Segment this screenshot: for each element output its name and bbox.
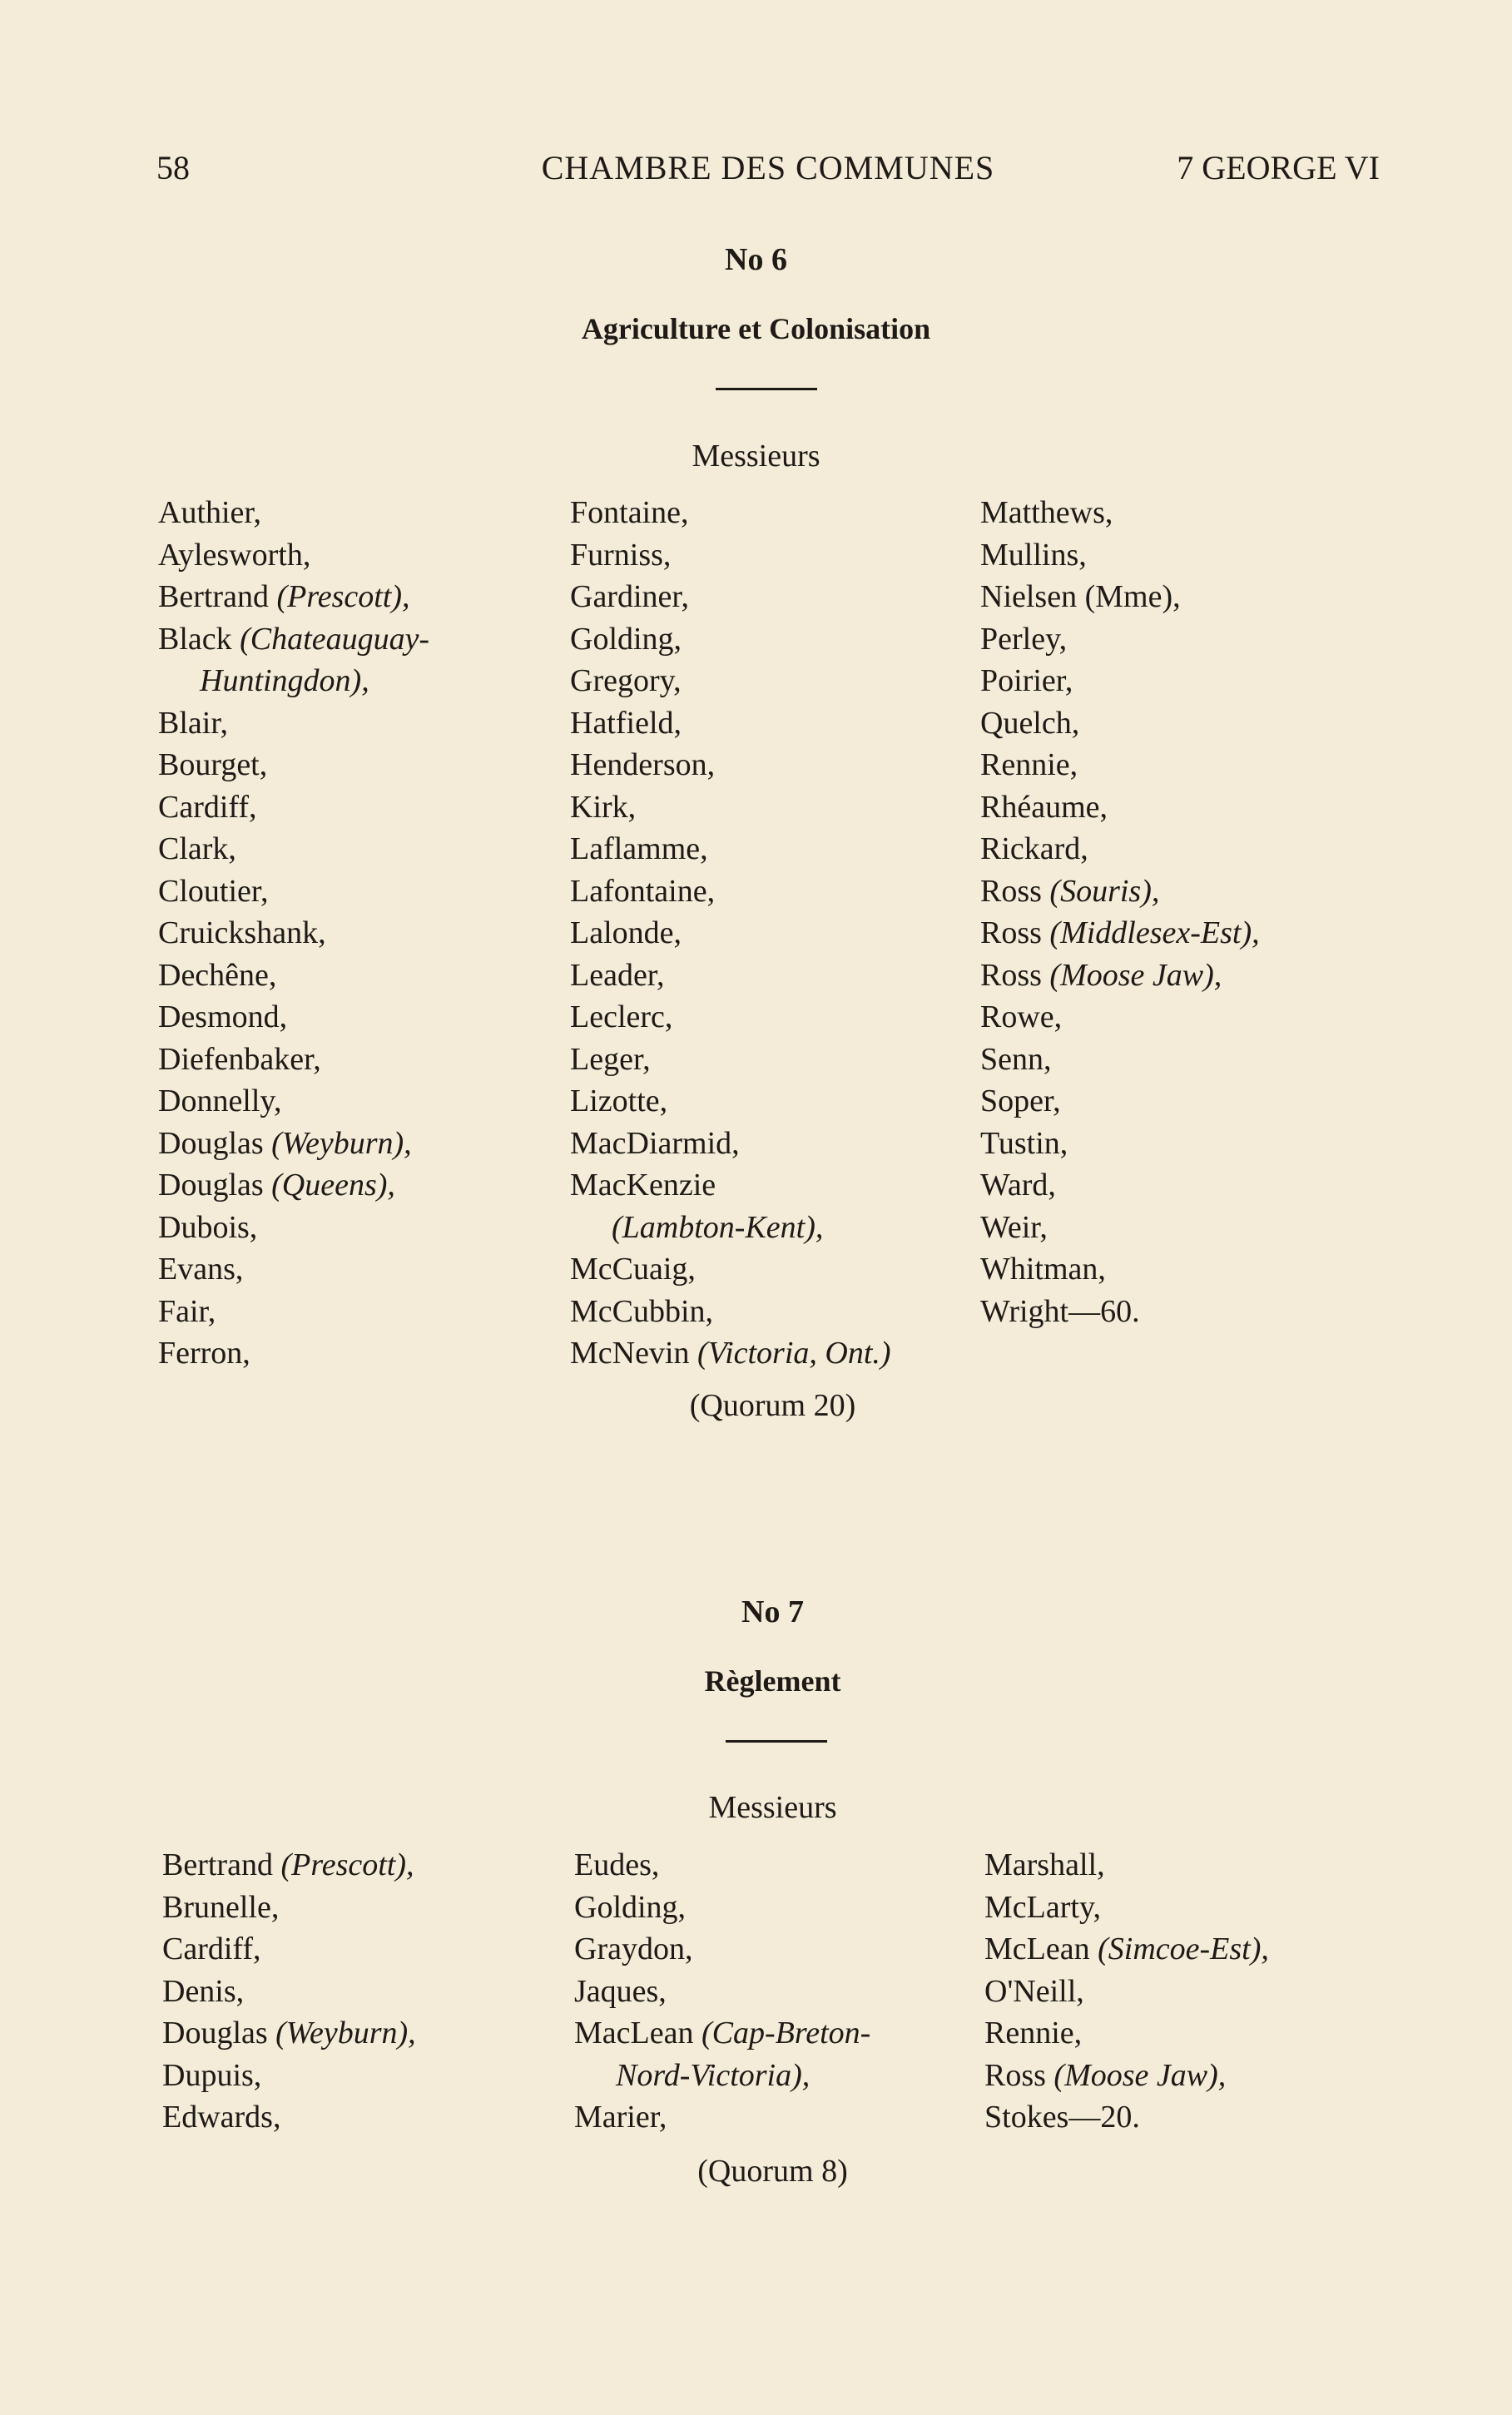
member-name	[980, 912, 1260, 955]
member-name	[158, 702, 429, 745]
page-number: 58	[156, 149, 190, 186]
member-name	[570, 618, 891, 661]
member-name	[570, 1291, 891, 1333]
member-name	[158, 1207, 429, 1249]
member-surname: MacDiarmid,	[570, 1125, 740, 1161]
riding-name: (Queens),	[271, 1168, 395, 1203]
riding-name: (Prescott),	[276, 579, 410, 614]
member-name	[162, 2055, 416, 2097]
member-surname: Blair,	[158, 705, 228, 741]
riding-name: (Prescott),	[280, 1847, 414, 1882]
member-surname: Stokes—20.	[984, 2100, 1140, 2135]
member-name	[984, 1971, 1269, 2013]
member-surname: Lafontaine,	[570, 873, 716, 909]
member-surname: Douglas	[162, 2016, 276, 2051]
member-name	[158, 1332, 429, 1375]
member-surname: Clark,	[158, 831, 236, 866]
member-surname: Authier,	[158, 495, 262, 530]
page-header	[156, 148, 1380, 190]
member-surname: Ward,	[980, 1168, 1056, 1203]
riding-name: (Weyburn),	[275, 2016, 416, 2051]
member-name	[980, 786, 1260, 829]
member-surname: Quelch,	[980, 705, 1080, 741]
member-name	[158, 912, 429, 955]
member-surname: Ross	[984, 2057, 1054, 2093]
member-column-3	[984, 1844, 1269, 2139]
section-number: No 7	[741, 1594, 804, 1629]
member-surname: McNevin	[570, 1336, 698, 1371]
member-name	[158, 1080, 429, 1123]
member-name	[570, 828, 891, 870]
member-surname: Lalonde,	[570, 915, 682, 950]
member-name	[158, 955, 429, 997]
member-surname: Furniss,	[570, 537, 672, 573]
member-name	[158, 576, 429, 618]
member-name	[984, 2096, 1269, 2139]
member-surname: Henderson,	[570, 747, 716, 782]
member-name	[980, 660, 1260, 702]
member-name	[984, 1928, 1269, 1971]
member-name	[570, 534, 891, 577]
member-surname: Poirier,	[980, 663, 1073, 698]
riding-continuation	[158, 660, 429, 702]
member-name	[980, 576, 1260, 618]
member-name	[162, 1887, 416, 1929]
riding-name: (Chateauguay-	[240, 621, 430, 657]
member-name	[158, 1164, 429, 1207]
member-name	[980, 534, 1260, 577]
riding-name: Nord-Victoria),	[616, 2057, 811, 2093]
riding-continuation	[574, 2055, 870, 2097]
member-name	[984, 2012, 1269, 2055]
member-surname: Golding,	[570, 621, 682, 657]
member-surname: McCubbin,	[570, 1293, 714, 1329]
member-surname: Kirk,	[570, 789, 637, 825]
member-name	[980, 828, 1260, 870]
member-name	[980, 618, 1260, 661]
member-surname: Laflamme,	[570, 831, 708, 866]
member-surname: Rennie,	[980, 747, 1078, 782]
member-surname: Marier,	[574, 2100, 667, 2135]
member-surname: Leclerc,	[570, 999, 673, 1034]
member-surname: Bertrand	[162, 1847, 281, 1882]
member-name	[980, 1039, 1260, 1081]
member-name	[980, 744, 1260, 786]
member-surname: Rickard,	[980, 831, 1088, 866]
member-surname: Desmond,	[158, 999, 288, 1034]
member-name	[570, 955, 891, 997]
member-surname: Ross	[980, 957, 1050, 993]
member-surname: Leader,	[570, 957, 665, 993]
member-name	[158, 1039, 429, 1081]
member-name	[162, 1844, 416, 1887]
member-column-2	[570, 492, 891, 1375]
member-surname: Bourget,	[158, 747, 268, 782]
member-surname: Dubois,	[158, 1209, 258, 1245]
member-surname: Graydon,	[574, 1932, 693, 1966]
member-name	[570, 996, 891, 1039]
member-surname: Douglas	[158, 1168, 272, 1203]
member-name	[158, 870, 429, 913]
member-name	[570, 786, 891, 829]
riding-name: (Simcoe-Est),	[1098, 1932, 1269, 1966]
member-name	[162, 1928, 416, 1971]
member-surname: Matthews,	[980, 495, 1113, 530]
section-divider	[716, 388, 817, 390]
riding-name: (Lambton-Kent),	[612, 1209, 824, 1245]
member-name	[570, 576, 891, 618]
member-surname: Edwards,	[162, 2100, 281, 2135]
member-surname: Whitman,	[980, 1252, 1106, 1287]
member-surname: Weir,	[980, 1209, 1048, 1245]
member-name	[158, 828, 429, 870]
member-name	[570, 1123, 891, 1165]
member-surname: McCuaig,	[570, 1252, 696, 1287]
member-surname: Dechêne,	[158, 957, 277, 993]
riding-name: (Cap-Breton-	[701, 2016, 871, 2051]
member-name	[570, 870, 891, 913]
section-divider	[726, 1740, 827, 1743]
member-name	[158, 534, 429, 577]
member-surname: Brunelle,	[162, 1889, 280, 1925]
running-title: CHAMBRE DES COMMUNES	[541, 149, 995, 186]
section-title: Agriculture et Colonisation	[581, 312, 931, 345]
member-name	[158, 744, 429, 786]
messieurs-heading: Messieurs	[692, 439, 820, 474]
member-surname: Ross	[980, 873, 1050, 909]
member-name	[574, 1844, 870, 1887]
member-name	[570, 702, 891, 745]
member-name	[570, 660, 891, 702]
member-surname: Fontaine,	[570, 495, 689, 530]
member-surname: Ross	[980, 915, 1050, 950]
member-column-3	[980, 492, 1260, 1332]
member-name	[574, 2012, 870, 2055]
member-surname: Ferron,	[158, 1336, 250, 1371]
member-name	[158, 1123, 429, 1165]
member-surname: Cardiff,	[162, 1932, 261, 1966]
member-surname: Douglas	[158, 1125, 272, 1161]
member-surname: Fair,	[158, 1293, 216, 1329]
member-name	[570, 912, 891, 955]
member-name	[574, 1928, 870, 1971]
member-name	[570, 492, 891, 534]
riding-name: (Middlesex-Est),	[1049, 915, 1260, 950]
member-surname: Denis,	[162, 1973, 245, 2009]
member-surname: McLean	[984, 1932, 1098, 1966]
section-number: No 6	[725, 242, 787, 277]
member-surname: O'Neill,	[984, 1973, 1084, 2009]
quorum-note: (Quorum 20)	[689, 1388, 856, 1423]
member-name	[980, 1080, 1260, 1123]
member-column-1	[162, 1844, 416, 2139]
member-surname: Diefenbaker,	[158, 1041, 321, 1077]
member-surname: Cardiff,	[158, 789, 257, 825]
member-name	[570, 1248, 891, 1291]
member-surname: Hatfield,	[570, 705, 682, 741]
member-surname: Cloutier,	[158, 873, 269, 909]
member-name	[162, 1971, 416, 2013]
member-surname: Black	[158, 621, 240, 657]
member-surname: Gregory,	[570, 663, 682, 698]
member-column-2	[574, 1844, 870, 2139]
member-surname: Aylesworth,	[158, 537, 311, 573]
member-surname: Lizotte,	[570, 1084, 668, 1118]
member-surname: Rennie,	[984, 2016, 1083, 2051]
member-surname: Leger,	[570, 1041, 651, 1077]
member-name	[980, 955, 1260, 997]
member-surname: McLarty,	[984, 1889, 1101, 1925]
member-surname: Tustin,	[980, 1125, 1068, 1161]
riding-name: (Weyburn),	[271, 1125, 412, 1161]
member-name	[984, 1887, 1269, 1929]
member-name	[158, 996, 429, 1039]
messieurs-heading: Messieurs	[708, 1790, 837, 1825]
member-name	[980, 870, 1260, 913]
riding-name: (Moose Jaw),	[1053, 2057, 1227, 2093]
member-surname: Perley,	[980, 621, 1068, 657]
member-surname: Cruickshank,	[158, 915, 326, 950]
member-name	[980, 1164, 1260, 1207]
member-name	[158, 786, 429, 829]
member-name	[574, 2096, 870, 2139]
member-name	[570, 1080, 891, 1123]
riding-continuation	[570, 1207, 891, 1249]
member-name	[980, 1123, 1260, 1165]
member-name	[162, 2096, 416, 2139]
member-surname: Senn,	[980, 1041, 1052, 1077]
riding-name: (Moose Jaw),	[1049, 957, 1222, 993]
member-surname: Evans,	[158, 1252, 244, 1287]
quorum-note: (Quorum 8)	[697, 2154, 848, 2189]
member-surname: Golding,	[574, 1889, 687, 1925]
member-name	[570, 1164, 891, 1207]
member-name	[980, 1207, 1260, 1249]
riding-name: (Souris),	[1049, 873, 1160, 909]
member-surname: Gardiner,	[570, 579, 690, 614]
member-surname: Eudes,	[574, 1847, 660, 1882]
member-name	[158, 1248, 429, 1291]
member-surname: MacLean	[574, 2016, 701, 2051]
member-surname: Soper,	[980, 1084, 1061, 1118]
member-surname: Dupuis,	[162, 2057, 262, 2093]
member-surname: Rhéaume,	[980, 789, 1108, 825]
member-name	[574, 1887, 870, 1929]
member-column-1	[158, 492, 429, 1375]
member-name	[158, 618, 429, 661]
member-surname: MacKenzie	[570, 1168, 716, 1203]
member-surname: Bertrand	[158, 579, 277, 614]
member-name	[980, 1248, 1260, 1291]
member-name	[984, 2055, 1269, 2097]
member-name	[570, 744, 891, 786]
member-surname: Jaques,	[574, 1973, 667, 2009]
member-name	[162, 2012, 416, 2055]
reign-label: 7 GEORGE VI	[1177, 149, 1380, 186]
member-name	[570, 1039, 891, 1081]
section-title: Règlement	[704, 1664, 841, 1698]
member-name	[570, 1332, 891, 1375]
member-name	[158, 492, 429, 534]
member-surname: Mullins,	[980, 537, 1087, 573]
riding-name: (Victoria, Ont.)	[697, 1336, 891, 1371]
member-surname: Wright—60.	[980, 1293, 1140, 1329]
member-name	[158, 1291, 429, 1333]
member-name	[574, 1971, 870, 2013]
member-name	[984, 1844, 1269, 1887]
member-name	[980, 1291, 1260, 1333]
member-name	[980, 702, 1260, 745]
member-surname: Marshall,	[984, 1847, 1105, 1882]
member-surname: Rowe,	[980, 999, 1063, 1034]
member-surname: Nielsen (Mme),	[980, 579, 1181, 614]
riding-name: Huntingdon),	[200, 663, 369, 698]
member-name	[980, 996, 1260, 1039]
member-name	[980, 492, 1260, 534]
member-surname: Donnelly,	[158, 1084, 282, 1118]
